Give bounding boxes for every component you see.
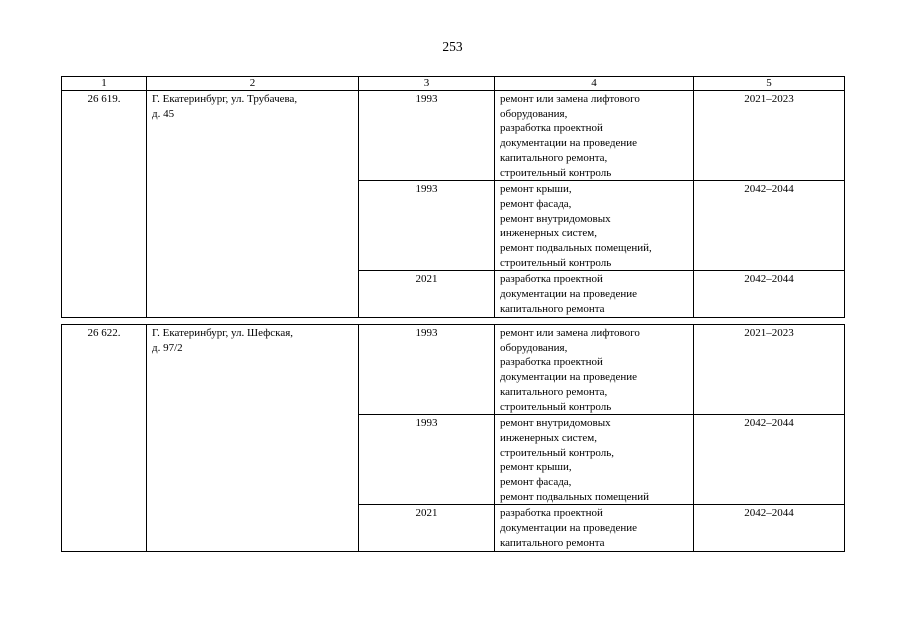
header-col-2: 2 — [147, 77, 359, 91]
work-line: разработка проектной — [500, 122, 603, 135]
work-line: разработка проектной — [500, 356, 603, 369]
period-cell: 2042–2044 — [694, 181, 845, 271]
period-cell: 2042–2044 — [694, 271, 845, 318]
work-line: ремонт подвальных помещений, — [500, 242, 652, 255]
work-line: капитального ремонта, — [500, 151, 608, 164]
work-line: ремонт внутридомовых — [500, 212, 611, 225]
work-line: ремонт крыши, — [500, 183, 572, 196]
header-col-1: 1 — [62, 77, 147, 91]
work-line: разработка проектной — [500, 507, 603, 520]
address-line: Г. Екатеринбург, ул. Шефская, — [152, 327, 294, 339]
work-line: оборудования, — [500, 107, 568, 120]
page-number: 253 — [442, 39, 463, 54]
work-line: капитального ремонта — [500, 302, 605, 315]
work-line: ремонт внутридомовых — [500, 417, 611, 430]
address-line: д. 97/2 — [152, 341, 183, 354]
address-line: Г. Екатеринбург, ул. Трубачева, — [152, 93, 298, 105]
year-cell: 1993 — [359, 415, 495, 505]
works-table-2 — [61, 324, 845, 552]
period-cell: 2042–2044 — [694, 505, 845, 552]
entry-number: 26 619. — [62, 91, 147, 318]
year-cell: 1993 — [359, 91, 495, 181]
work-line: ремонт фасада, — [500, 476, 572, 489]
period-cell: 2021–2023 — [694, 325, 845, 415]
work-line: ремонт или замена лифтового — [500, 327, 640, 339]
work-line: строительный контроль — [500, 256, 612, 269]
period-cell: 2021–2023 — [694, 91, 845, 181]
table-row — [62, 91, 845, 181]
work-line: капитального ремонта, — [500, 385, 608, 398]
header-col-4: 4 — [495, 77, 694, 91]
year-cell: 2021 — [359, 505, 495, 552]
header-row — [62, 77, 845, 91]
address-line: д. 45 — [152, 107, 175, 120]
table-row — [62, 325, 845, 415]
work-line: документации на проведение — [500, 522, 638, 535]
work-line: ремонт подвальных помещений — [500, 490, 650, 503]
work-line: ремонт или замена лифтового — [500, 93, 640, 105]
works-table-1 — [61, 76, 845, 318]
header-col-5: 5 — [694, 77, 845, 91]
works-cell — [495, 415, 694, 505]
entry-address — [147, 91, 359, 318]
work-line: строительный контроль — [500, 166, 612, 179]
work-line: ремонт крыши, — [500, 461, 572, 474]
work-line: разработка проектной — [500, 273, 603, 286]
works-cell — [495, 181, 694, 271]
works-cell — [495, 325, 694, 415]
work-line: документации на проведение — [500, 288, 638, 301]
work-line: документации на проведение — [500, 137, 638, 150]
works-cell — [495, 91, 694, 181]
period-cell: 2042–2044 — [694, 415, 845, 505]
work-line: капитального ремонта — [500, 536, 605, 549]
year-cell: 1993 — [359, 325, 495, 415]
work-line: инженерных систем, — [500, 431, 597, 444]
year-cell: 1993 — [359, 181, 495, 271]
entry-number: 26 622. — [62, 325, 147, 552]
work-line: ремонт фасада, — [500, 197, 572, 210]
work-line: документации на проведение — [500, 371, 638, 384]
work-line: строительный контроль, — [500, 446, 615, 459]
year-cell: 2021 — [359, 271, 495, 318]
header-col-3: 3 — [359, 77, 495, 91]
works-cell — [495, 505, 694, 552]
works-cell — [495, 271, 694, 318]
entry-address — [147, 325, 359, 552]
work-line: строительный контроль — [500, 400, 612, 413]
work-line: оборудования, — [500, 341, 568, 354]
work-line: инженерных систем, — [500, 227, 597, 240]
